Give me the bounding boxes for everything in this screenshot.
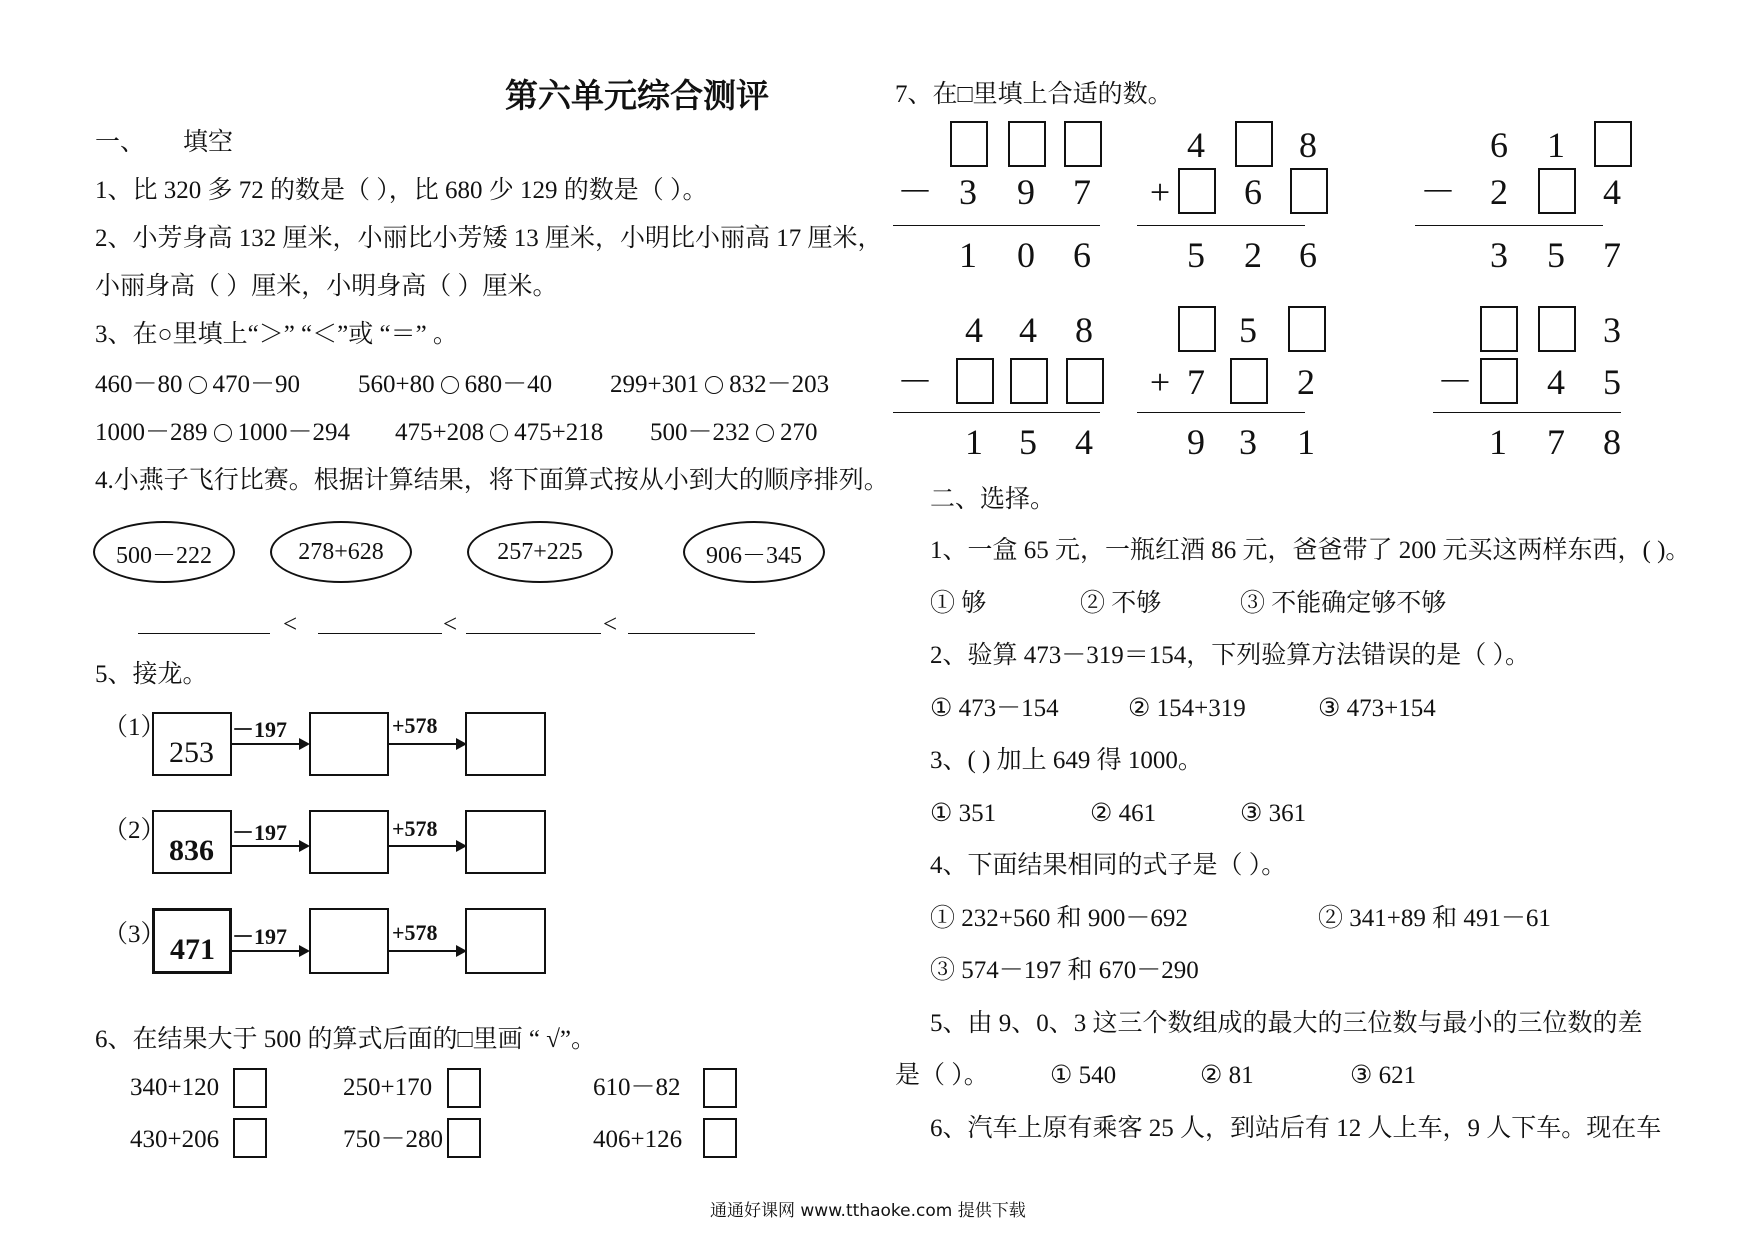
arrow-icon (232, 845, 308, 847)
chain-start-box (152, 712, 232, 776)
choice-option[interactable]: ① 540 (1050, 1062, 1117, 1089)
section-2-title: 二、选择。 (930, 486, 1056, 513)
chain-label: （1） (103, 714, 166, 741)
compare-item: 1000－289 1000－294 (95, 419, 351, 446)
choice-question-5-line-1: 5、由 9、0、3 这三个数组成的最大的三位数与最小的三位数的差 (930, 1010, 1643, 1037)
question-5: 5、接龙。 (95, 661, 208, 688)
question-3: 3、在○里填上“＞” “＜”或 “＝” 。 (95, 321, 458, 348)
expression-oval: 906－345 (683, 521, 825, 583)
result-digit: 5 (1187, 235, 1205, 275)
check-box[interactable] (233, 1118, 267, 1158)
chain-answer-box[interactable] (465, 712, 546, 776)
less-than-sign: < (603, 611, 618, 638)
digit-answer-box[interactable] (1480, 358, 1518, 404)
choice-question-5-line-2: 是（ ）。 (895, 1062, 989, 1089)
operator-sign: + (1149, 362, 1171, 402)
result-digit: 1 (1489, 422, 1507, 462)
choice-option[interactable]: ① 够 (930, 590, 987, 617)
compare-circle[interactable] (441, 376, 459, 394)
choice-option[interactable]: ① 232+560 和 900－692 (930, 905, 1188, 932)
given-digit: 7 (1073, 172, 1091, 212)
chain-operation: +578 (392, 920, 438, 945)
result-digit: 6 (1073, 235, 1091, 275)
choice-option[interactable]: ③ 621 (1350, 1062, 1417, 1089)
chain-operation: －197 (232, 820, 288, 845)
digit-answer-box[interactable] (1290, 168, 1328, 214)
chain-answer-box[interactable] (309, 712, 389, 776)
given-digit: 6 (1490, 125, 1508, 165)
sum-line (893, 412, 1100, 413)
given-digit: 3 (1603, 310, 1621, 350)
arrow-icon (389, 743, 465, 745)
choice-option[interactable]: ① 351 (930, 800, 997, 827)
sum-line (1137, 412, 1305, 413)
compare-item: 475+208 475+218 (395, 419, 604, 446)
choice-option[interactable]: ② 461 (1090, 800, 1157, 827)
given-digit: 4 (1603, 172, 1621, 212)
check-expression: 430+206 (130, 1126, 220, 1153)
given-digit: 9 (1017, 172, 1035, 212)
given-digit: 1 (1547, 125, 1565, 165)
chain-start-value: 471 (170, 933, 215, 966)
check-box[interactable] (703, 1118, 737, 1158)
answer-blank[interactable] (628, 633, 755, 634)
chain-answer-box[interactable] (309, 908, 389, 974)
choice-option[interactable]: ③ 361 (1240, 800, 1307, 827)
question-7: 7、在□里填上合适的数。 (895, 81, 1173, 108)
given-digit: 4 (1019, 310, 1037, 350)
arrow-icon (232, 950, 308, 952)
compare-item: 500－232 270 (650, 419, 818, 446)
arrow-icon (389, 950, 465, 952)
compare-circle[interactable] (214, 424, 232, 442)
digit-answer-box[interactable] (1066, 358, 1104, 404)
result-digit: 3 (1490, 235, 1508, 275)
given-digit: 4 (1547, 362, 1565, 402)
question-4: 4.小燕子飞行比赛。根据计算结果，将下面算式按从小到大的顺序排列。 (95, 467, 889, 494)
digit-answer-box[interactable] (1235, 121, 1273, 167)
operator-sign: － (1436, 362, 1473, 402)
digit-answer-box[interactable] (1178, 168, 1216, 214)
choice-question-3: 3、( ) 加上 649 得 1000。 (930, 747, 1203, 774)
choice-option[interactable]: ② 154+319 (1128, 695, 1246, 722)
operator-sign: － (896, 172, 933, 212)
expression-oval: 278+628 (270, 521, 412, 583)
chain-label: （2） (103, 817, 166, 844)
given-digit: 5 (1239, 310, 1257, 350)
chain-operation: －197 (232, 924, 288, 949)
compare-circle[interactable] (756, 424, 774, 442)
given-digit: 2 (1297, 362, 1315, 402)
digit-answer-box[interactable] (1594, 121, 1632, 167)
choice-option[interactable]: ③ 574－197 和 670－290 (930, 957, 1199, 984)
result-digit: 2 (1244, 235, 1262, 275)
digit-answer-box[interactable] (1538, 168, 1576, 214)
answer-blank[interactable] (318, 633, 442, 634)
compare-item: 560+80 680－40 (358, 371, 553, 398)
choice-option[interactable]: ② 81 (1200, 1062, 1254, 1089)
digit-answer-box[interactable] (1008, 121, 1046, 167)
digit-answer-box[interactable] (1064, 121, 1102, 167)
result-digit: 0 (1017, 235, 1035, 275)
result-digit: 5 (1019, 422, 1037, 462)
chain-answer-box[interactable] (465, 908, 546, 974)
result-digit: 7 (1547, 422, 1565, 462)
given-digit: 6 (1244, 172, 1262, 212)
sum-line (893, 225, 1100, 226)
check-box[interactable] (233, 1068, 267, 1108)
choice-option[interactable]: ③ 473+154 (1318, 695, 1436, 722)
result-digit: 6 (1299, 235, 1317, 275)
check-expression: 340+120 (130, 1074, 220, 1101)
digit-answer-box[interactable] (1480, 306, 1518, 352)
question-2-line-1: 2、小芳身高 132 厘米，小丽比小芳矮 13 厘米，小明比小丽高 17 厘米， (95, 225, 883, 252)
compare-item: 299+301 832－203 (610, 371, 830, 398)
result-digit: 8 (1603, 422, 1621, 462)
chain-answer-box[interactable] (309, 810, 389, 874)
operator-sign: － (896, 362, 933, 402)
given-digit: 7 (1187, 362, 1205, 402)
check-box[interactable] (447, 1068, 481, 1108)
digit-answer-box[interactable] (1010, 358, 1048, 404)
less-than-sign: < (443, 611, 458, 638)
given-digit: 8 (1075, 310, 1093, 350)
question-2-line-2: 小丽身高（ ）厘米，小明身高（ ）厘米。 (95, 273, 558, 300)
chain-start-value: 253 (169, 736, 214, 769)
compare-item: 460－80 470－90 (95, 371, 301, 398)
check-expression: 610－82 (593, 1074, 681, 1101)
choice-option[interactable]: ② 不够 (1080, 590, 1162, 617)
given-digit: 4 (965, 310, 983, 350)
result-digit: 1 (965, 422, 983, 462)
operator-sign: － (1419, 172, 1456, 212)
check-expression: 406+126 (593, 1126, 683, 1153)
check-box[interactable] (447, 1118, 481, 1158)
chain-operation: +578 (392, 713, 438, 738)
given-digit: 5 (1603, 362, 1621, 402)
answer-blank[interactable] (138, 633, 270, 634)
given-digit: 4 (1187, 125, 1205, 165)
check-expression: 750－280 (343, 1126, 444, 1153)
section-1-number: 一、 (95, 129, 146, 156)
result-digit: 7 (1603, 235, 1621, 275)
result-digit: 3 (1239, 422, 1257, 462)
check-box[interactable] (703, 1068, 737, 1108)
digit-answer-box[interactable] (956, 358, 994, 404)
section-1-name: 填空 (183, 129, 234, 156)
operator-sign: + (1149, 172, 1171, 212)
given-digit: 8 (1299, 125, 1317, 165)
given-digit: 2 (1490, 172, 1508, 212)
arrow-icon (232, 743, 308, 745)
digit-answer-box[interactable] (1178, 306, 1216, 352)
chain-start-box (152, 810, 232, 874)
digit-answer-box[interactable] (1538, 306, 1576, 352)
choice-question-6: 6、汽车上原有乘客 25 人，到站后有 12 人上车，9 人下车。现在车 (930, 1115, 1662, 1142)
digit-answer-box[interactable] (950, 121, 988, 167)
page-title: 第六单元综合测评 (505, 76, 769, 115)
check-expression: 250+170 (343, 1074, 433, 1101)
expression-oval: 500－222 (93, 521, 235, 583)
result-digit: 1 (959, 235, 977, 275)
given-digit: 3 (959, 172, 977, 212)
choice-question-1: 1、一盒 65 元，一瓶红酒 86 元，爸爸带了 200 元买这两样东西，( )。 (930, 537, 1691, 564)
sum-line (1137, 225, 1305, 226)
sum-line (1415, 225, 1603, 226)
result-digit: 1 (1297, 422, 1315, 462)
chain-answer-box[interactable] (465, 810, 546, 874)
question-6: 6、在结果大于 500 的算式后面的□里画 “ √”。 (95, 1026, 597, 1053)
choice-option[interactable]: ① 473－154 (930, 695, 1059, 722)
compare-circle[interactable] (189, 376, 207, 394)
digit-answer-box[interactable] (1288, 306, 1326, 352)
result-digit: 4 (1075, 422, 1093, 462)
result-digit: 5 (1547, 235, 1565, 275)
chain-operation: －197 (232, 717, 288, 742)
digit-answer-box[interactable] (1230, 358, 1268, 404)
chain-operation: +578 (392, 816, 438, 841)
choice-option[interactable]: ② 341+89 和 491－61 (1318, 905, 1551, 932)
compare-circle[interactable] (490, 424, 508, 442)
choice-option[interactable]: ③ 不能确定够不够 (1240, 590, 1447, 617)
expression-oval: 257+225 (467, 521, 613, 583)
choice-question-2: 2、验算 473－319＝154，下列验算方法错误的是（ ）。 (930, 642, 1531, 669)
compare-circle[interactable] (705, 376, 723, 394)
arrow-icon (389, 845, 465, 847)
footer-credit: 通通好课网 www.tthaoke.com 提供下载 (710, 1201, 1026, 1221)
result-digit: 9 (1187, 422, 1205, 462)
less-than-sign: < (283, 611, 298, 638)
answer-blank[interactable] (466, 633, 601, 634)
chain-start-box (152, 908, 232, 974)
chain-start-value: 836 (169, 834, 214, 867)
question-1: 1、比 320 多 72 的数是（ ），比 680 少 129 的数是（ ）。 (95, 177, 708, 204)
choice-question-4: 4、下面结果相同的式子是（ ）。 (930, 852, 1287, 879)
sum-line (1433, 412, 1621, 413)
chain-label: （3） (103, 921, 166, 948)
